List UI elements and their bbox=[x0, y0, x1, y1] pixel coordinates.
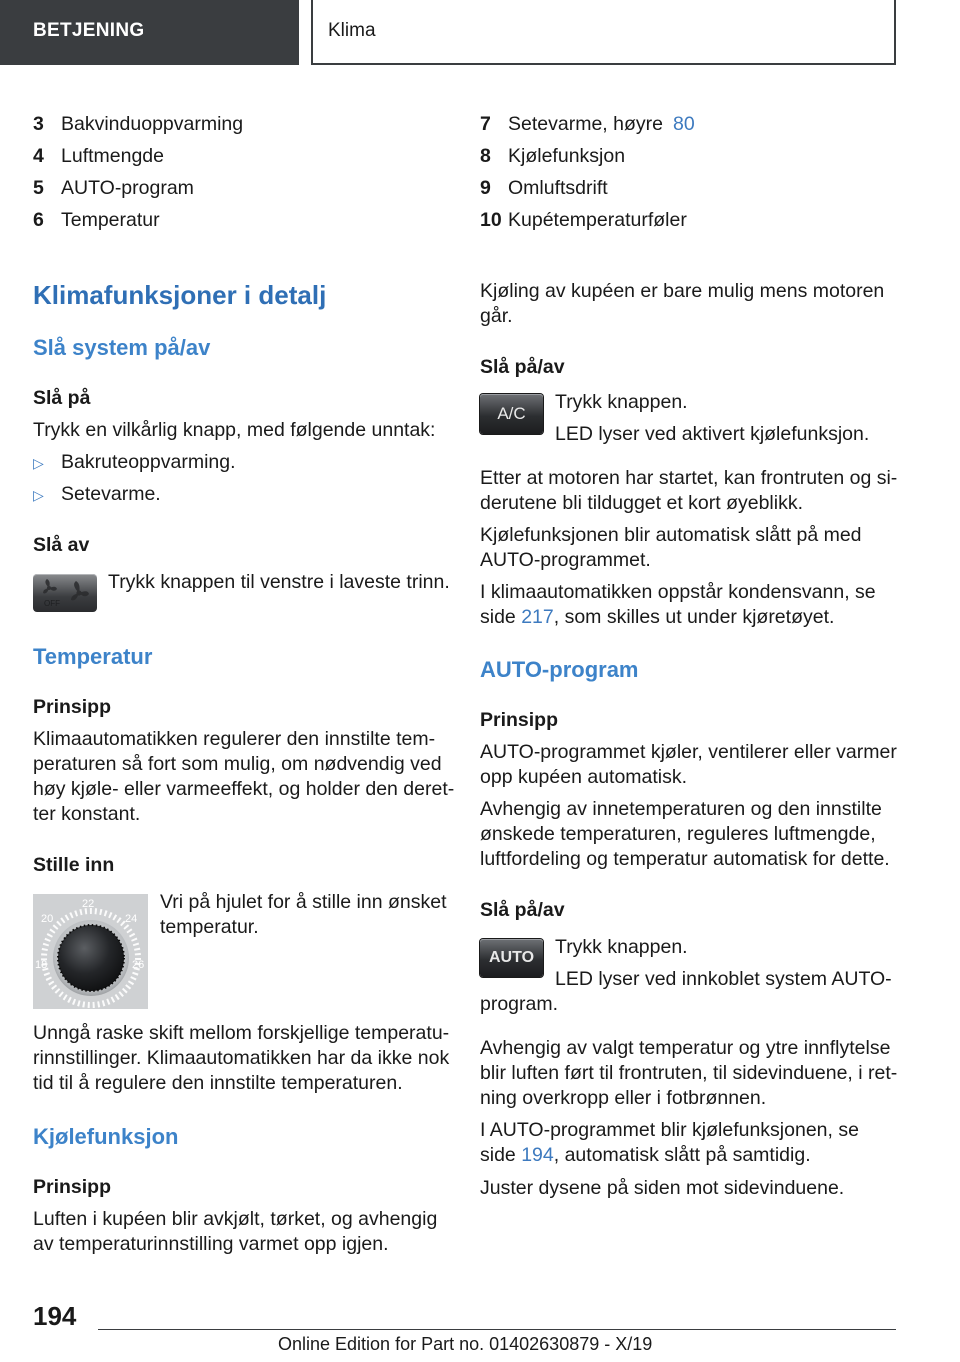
bullet-item: ▷ Bakruteoppvarming. bbox=[33, 450, 236, 476]
legend-item: 10 Kupétemperaturføler bbox=[480, 209, 687, 231]
avoid-text: Unngå raske skift mellom forskjellige temperatu- rinnstillinger. Klimaautomatikken har da ikke nok tid til å regulere den innstilte temperaturen. bbox=[33, 1022, 450, 1094]
auto-button-label: AUTO bbox=[488, 949, 535, 966]
cooling-intro-text: Kjøling av kupéen er bare mulig mens motoren går. bbox=[480, 280, 885, 327]
legend-list-right bbox=[480, 113, 695, 241]
subheading-switch-on: Slå på bbox=[33, 387, 91, 409]
fan-off-button-image bbox=[33, 574, 97, 612]
legend-item: 4 Luftmengde bbox=[33, 145, 164, 167]
subheading-set: Stille inn bbox=[33, 854, 115, 876]
cooling-principle-text: Luften i kupéen blir avkjølt, tørket, og avhengig av temperaturinnstilling varmet opp igjen. bbox=[33, 1208, 438, 1255]
subheading-principle: Prinsipp bbox=[480, 709, 559, 731]
auto-ac-text: I AUTO-programmet blir kjølefunksjonen, se side 194, automatisk slått på samtidig. bbox=[480, 1119, 859, 1166]
header-section-tab bbox=[0, 0, 299, 65]
heading-system-onoff: Slå system på/av bbox=[33, 335, 211, 360]
auto-led-text: LED lyser ved innkoblet system AUTO- bbox=[555, 968, 892, 990]
condensation-text: I klimaautomatikken oppstår kondensvann, se side 217, som skilles ut under kjøretøyet. bbox=[480, 581, 876, 628]
temperature-principle-text: Klimaautomatikken regulerer den innstilte tem- peraturen så fort som mulig, om nødvendig ved høy kjøle- eller varmeeffekt, og holder den deret- ter konstant. bbox=[33, 728, 455, 825]
chapter-title: Klima bbox=[328, 20, 376, 41]
page-link[interactable]: 80 bbox=[672, 113, 695, 135]
dial-mark: 26 bbox=[132, 959, 145, 971]
auto-depend-text: Avhengig av innetemperaturen og den innstilte ønskede temperaturen, reguleres luftmengde, luftfordeling og temperatur automatisk for dette. bbox=[480, 798, 890, 870]
legend-item: 8 Kjølefunksjon bbox=[480, 145, 626, 167]
dial-mark: 24 bbox=[125, 913, 138, 925]
triangle-bullet-icon: ▷ bbox=[33, 487, 44, 503]
temperature-dial-icon bbox=[33, 894, 148, 1009]
heading-auto-program: AUTO-program bbox=[480, 657, 639, 682]
legend-item: 9 Omluftsdrift bbox=[480, 177, 608, 199]
heading-cooling: Kjølefunksjon bbox=[33, 1124, 179, 1149]
fan-icon bbox=[33, 574, 97, 612]
dial-mark: 20 bbox=[41, 913, 54, 925]
edition-footer: Online Edition for Part no. 01402630879 - X/19 bbox=[278, 1334, 653, 1354]
section-title: BETJENING bbox=[33, 20, 145, 41]
main-heading: Klimafunksjoner i detalj bbox=[33, 280, 327, 310]
dial-mark: 18 bbox=[35, 959, 48, 971]
off-label: OFF bbox=[44, 599, 60, 608]
temperature-dial-image bbox=[33, 894, 148, 1009]
ac-led-text: LED lyser ved aktivert kjølefunksjon. bbox=[555, 423, 870, 445]
subheading-principle: Prinsipp bbox=[33, 696, 112, 718]
subheading-principle: Prinsipp bbox=[33, 1176, 112, 1198]
switch-off-text: Trykk knappen til venstre i laveste trinn. bbox=[108, 571, 450, 593]
triangle-bullet-icon: ▷ bbox=[33, 455, 44, 471]
nozzle-text: Juster dysene på siden mot sidevinduene. bbox=[480, 1177, 845, 1199]
bullet-item: ▷ Setevarme. bbox=[33, 482, 161, 508]
ac-press-text: Trykk knappen. bbox=[555, 391, 688, 413]
air-flow-text: Avhengig av valgt temperatur og ytre innflytelse blir luften ført til frontruten, til sidevinduene, i ret- ning overkropp eller i fotbrønnen. bbox=[480, 1037, 898, 1109]
header-chapter-tab bbox=[311, 0, 896, 65]
legend-item: 3 Bakvinduoppvarming bbox=[33, 113, 244, 135]
switch-on-text: Trykk en vilkårlig knapp, med følgende unntak: bbox=[33, 419, 436, 441]
dial-mark: 22 bbox=[82, 898, 95, 910]
legend-item: 6 Temperatur bbox=[33, 209, 160, 231]
auto-led-text-cont: program. bbox=[480, 993, 559, 1015]
legend-item: 5 AUTO-program bbox=[33, 177, 194, 199]
legend-list-left bbox=[33, 113, 243, 241]
ac-button-label: A/C bbox=[497, 404, 526, 423]
legend-item: 7 Setevarme, høyre 80 bbox=[480, 113, 695, 135]
set-temperature-text: Vri på hjulet for å stille inn ønsket temperatur. bbox=[160, 891, 447, 938]
auto-cooling-text: Kjølefunksjonen blir automatisk slått på med AUTO-programmet. bbox=[480, 524, 862, 571]
auto-principle-text: AUTO-programmet kjøler, ventilerer eller varmer opp kupéen automatisk. bbox=[480, 741, 897, 788]
page-link[interactable]: 194 bbox=[521, 1144, 554, 1166]
heading-temperature: Temperatur bbox=[33, 644, 153, 669]
subheading-switch-off: Slå av bbox=[33, 534, 90, 556]
subheading-onoff: Slå på/av bbox=[480, 356, 565, 378]
subheading-onoff: Slå på/av bbox=[480, 899, 565, 921]
after-start-text: Etter at motoren har startet, kan frontruten og si- derutene bli tildugget et kort øyeblikk. bbox=[480, 467, 898, 514]
ac-button-image bbox=[480, 394, 543, 434]
page-link[interactable]: 217 bbox=[521, 606, 554, 628]
footer-divider bbox=[98, 1329, 896, 1330]
auto-button-image bbox=[480, 939, 543, 977]
page-number: 194 bbox=[33, 1301, 77, 1331]
auto-press-text: Trykk knappen. bbox=[555, 936, 688, 958]
